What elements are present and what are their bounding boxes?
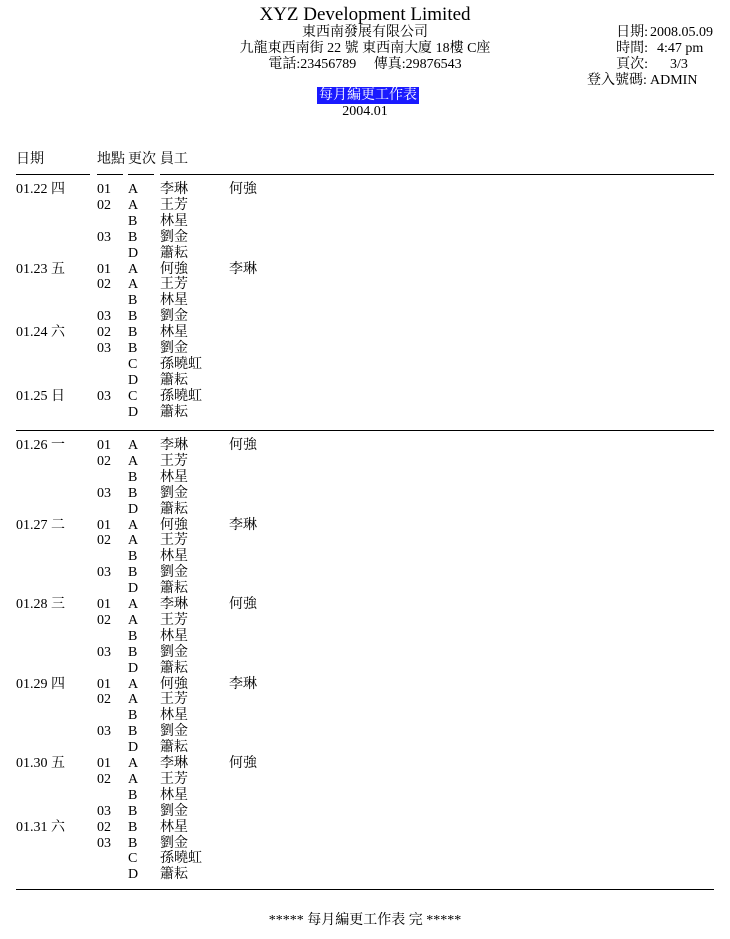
table-row	[0, 373, 730, 389]
row-date: 01.31 六	[16, 819, 65, 835]
row-staff-primary: 孫曉虹	[160, 388, 202, 404]
row-staff-primary: 林星	[160, 325, 188, 341]
row-staff-primary: 林星	[160, 708, 188, 724]
row-location: 01	[97, 261, 111, 277]
company-address: 九龍東西南街 22 號 東西南大廈 18樓 C座	[239, 41, 491, 56]
table-row	[0, 309, 730, 325]
row-shift: D	[128, 660, 139, 676]
row-location: 02	[97, 771, 111, 787]
row-staff-primary: 孫曉虹	[160, 356, 202, 372]
table-row	[0, 867, 730, 883]
row-staff-primary: 林星	[160, 213, 188, 229]
table-row	[0, 438, 730, 454]
row-staff-primary: 孫曉虹	[160, 851, 202, 867]
table-row	[0, 357, 730, 373]
row-shift: C	[128, 851, 138, 867]
row-staff-primary: 林星	[160, 469, 188, 485]
table-row	[0, 486, 730, 502]
row-location: 03	[97, 724, 111, 740]
row-shift: B	[128, 485, 138, 501]
row-shift: A	[128, 692, 139, 708]
row-location: 02	[97, 453, 111, 469]
table-row	[0, 613, 730, 629]
row-date: 01.28 三	[16, 597, 65, 612]
row-location: 02	[97, 612, 111, 628]
row-shift: A	[128, 533, 139, 549]
table-row	[0, 454, 730, 470]
row-location: 01	[97, 676, 111, 692]
row-shift: B	[128, 819, 138, 835]
row-staff-secondary: 李琳	[229, 517, 257, 533]
row-date: 01.23 五	[16, 261, 65, 277]
table-row	[0, 645, 730, 661]
row-staff-primary: 王芳	[160, 453, 188, 469]
row-location: 01	[97, 182, 111, 197]
table-row	[0, 182, 730, 198]
table-row	[0, 293, 730, 309]
row-location: 03	[97, 835, 111, 851]
row-staff-secondary: 李琳	[229, 261, 257, 277]
row-staff-primary: 李琳	[160, 756, 188, 771]
row-location: 02	[97, 325, 111, 341]
row-location: 01	[97, 438, 111, 453]
row-date: 01.26 一	[16, 438, 65, 453]
row-staff-primary: 劉金	[160, 803, 188, 819]
row-shift: B	[128, 565, 138, 581]
table-row	[0, 214, 730, 230]
row-shift: A	[128, 438, 139, 453]
row-shift: D	[128, 372, 139, 388]
row-location: 03	[97, 388, 111, 404]
row-shift: D	[128, 581, 139, 597]
row-date: 01.24 六	[16, 325, 65, 341]
row-shift: D	[128, 501, 139, 517]
row-shift: B	[128, 835, 138, 851]
row-location: 01	[97, 756, 111, 771]
row-shift: B	[128, 309, 138, 325]
column-header-location: 地點	[97, 152, 125, 167]
row-location: 02	[97, 277, 111, 293]
report-title: 每月編更工作表	[319, 88, 417, 103]
report-footer: ***** 每月編更工作表 完 *****	[268, 913, 462, 928]
table-row	[0, 230, 730, 246]
row-location: 02	[97, 692, 111, 708]
row-staff-primary: 簫耘	[160, 404, 188, 420]
row-staff-primary: 何強	[160, 517, 188, 533]
table-row	[0, 677, 730, 693]
column-header-date: 日期	[16, 152, 44, 167]
row-shift: A	[128, 597, 139, 612]
row-staff-primary: 王芳	[160, 692, 188, 708]
table-row	[0, 724, 730, 740]
row-staff-primary: 簫耘	[160, 660, 188, 676]
row-staff-primary: 李琳	[160, 438, 188, 453]
table-row	[0, 565, 730, 581]
table-row	[0, 581, 730, 597]
page-value: 3/3	[670, 57, 688, 72]
row-shift: B	[128, 724, 138, 740]
row-staff-primary: 王芳	[160, 533, 188, 549]
table-row	[0, 788, 730, 804]
table-row	[0, 262, 730, 278]
date-label: 日期:	[616, 25, 648, 40]
row-shift: D	[128, 740, 139, 756]
table-row	[0, 772, 730, 788]
table-row	[0, 470, 730, 486]
row-staff-primary: 何強	[160, 261, 188, 277]
row-staff-primary: 李琳	[160, 182, 188, 197]
row-shift: A	[128, 453, 139, 469]
row-shift: C	[128, 388, 138, 404]
table-row	[0, 405, 730, 421]
row-staff-primary: 李琳	[160, 597, 188, 612]
row-shift: D	[128, 404, 139, 420]
row-staff-primary: 簫耘	[160, 867, 188, 883]
row-staff-primary: 劉金	[160, 565, 188, 581]
table-row	[0, 246, 730, 262]
row-shift: B	[128, 469, 138, 485]
row-shift: B	[128, 708, 138, 724]
row-location: 02	[97, 819, 111, 835]
row-staff-secondary: 何強	[229, 756, 257, 771]
row-staff-primary: 簫耘	[160, 740, 188, 756]
row-staff-primary: 簫耘	[160, 581, 188, 597]
table-row	[0, 518, 730, 534]
row-staff-primary: 林星	[160, 787, 188, 803]
row-shift: B	[128, 325, 138, 341]
row-shift: B	[128, 293, 138, 309]
row-shift: B	[128, 628, 138, 644]
row-shift: A	[128, 277, 139, 293]
report-period: 2004.01	[342, 104, 388, 119]
row-shift: B	[128, 803, 138, 819]
table-row	[0, 533, 730, 549]
row-shift: A	[128, 756, 139, 771]
row-staff-primary: 劉金	[160, 309, 188, 325]
row-location: 02	[97, 533, 111, 549]
row-location: 03	[97, 565, 111, 581]
row-staff-primary: 簫耘	[160, 501, 188, 517]
login-label: 登入號碼:	[587, 73, 647, 88]
date-value: 2008.05.09	[650, 25, 713, 40]
table-row	[0, 277, 730, 293]
table-row	[0, 740, 730, 756]
row-staff-primary: 劉金	[160, 341, 188, 356]
row-shift: B	[128, 229, 138, 245]
header-rule-location	[97, 174, 123, 175]
row-staff-primary: 王芳	[160, 277, 188, 293]
row-staff-primary: 劉金	[160, 835, 188, 851]
row-location: 03	[97, 309, 111, 325]
row-staff-secondary: 何強	[229, 438, 257, 453]
row-location: 03	[97, 644, 111, 660]
row-date: 01.29 四	[16, 676, 65, 692]
table-row	[0, 502, 730, 518]
row-staff-secondary: 何強	[229, 182, 257, 197]
table-row	[0, 389, 730, 405]
table-row	[0, 629, 730, 645]
company-contact: 電話:23456789 傳真:29876543	[268, 57, 462, 72]
table-row	[0, 661, 730, 677]
row-shift: B	[128, 549, 138, 565]
row-shift: A	[128, 517, 139, 533]
table-row	[0, 692, 730, 708]
table-row	[0, 341, 730, 357]
table-row	[0, 708, 730, 724]
header-rule-staff	[160, 174, 714, 175]
row-staff-primary: 林星	[160, 819, 188, 835]
row-shift: A	[128, 261, 139, 277]
row-staff-primary: 王芳	[160, 197, 188, 213]
row-staff-primary: 王芳	[160, 771, 188, 787]
row-date: 01.30 五	[16, 756, 65, 771]
column-header-staff: 員工	[160, 152, 188, 167]
row-staff-secondary: 何強	[229, 597, 257, 612]
row-staff-primary: 林星	[160, 293, 188, 309]
table-row	[0, 836, 730, 852]
row-location: 03	[97, 485, 111, 501]
row-date: 01.25 日	[16, 388, 65, 404]
row-location: 02	[97, 197, 111, 213]
row-staff-primary: 簫耘	[160, 245, 188, 261]
table-row	[0, 597, 730, 613]
header-rule-date	[16, 174, 90, 175]
row-staff-primary: 林星	[160, 628, 188, 644]
bottom-rule	[16, 889, 714, 890]
row-date: 01.27 二	[16, 517, 65, 533]
row-staff-secondary: 李琳	[229, 676, 257, 692]
row-staff-primary: 簫耘	[160, 372, 188, 388]
row-shift: A	[128, 182, 139, 197]
time-label: 時間:	[616, 41, 648, 56]
time-value: 4:47 pm	[657, 41, 704, 56]
row-shift: D	[128, 867, 139, 883]
row-staff-primary: 劉金	[160, 724, 188, 740]
row-staff-primary: 劉金	[160, 229, 188, 245]
table-row	[0, 851, 730, 867]
row-shift: B	[128, 644, 138, 660]
table-row	[0, 820, 730, 836]
row-location: 03	[97, 229, 111, 245]
row-location: 03	[97, 341, 111, 356]
row-staff-primary: 林星	[160, 549, 188, 565]
row-shift: B	[128, 213, 138, 229]
row-staff-primary: 劉金	[160, 485, 188, 501]
login-value: ADMIN	[650, 73, 698, 88]
page-label: 頁次:	[616, 57, 648, 72]
company-name-chinese: 東西南發展有限公司	[302, 25, 428, 40]
column-header-shift: 更次	[128, 152, 156, 167]
table-row	[0, 549, 730, 565]
row-staff-primary: 王芳	[160, 612, 188, 628]
row-shift: A	[128, 676, 139, 692]
row-location: 01	[97, 517, 111, 533]
row-shift: A	[128, 612, 139, 628]
row-location: 03	[97, 803, 111, 819]
row-shift: A	[128, 197, 139, 213]
row-shift: B	[128, 341, 138, 356]
table-row	[0, 198, 730, 214]
row-location: 01	[97, 597, 111, 612]
row-shift: B	[128, 787, 138, 803]
row-shift: D	[128, 245, 139, 261]
header-rule-shift	[128, 174, 154, 175]
week-separator-rule	[16, 430, 714, 431]
company-name: XYZ Development Limited	[259, 4, 471, 25]
row-shift: A	[128, 771, 139, 787]
row-staff-primary: 何強	[160, 676, 188, 692]
row-staff-primary: 劉金	[160, 644, 188, 660]
table-row	[0, 325, 730, 341]
table-row	[0, 804, 730, 820]
table-row	[0, 756, 730, 772]
row-date: 01.22 四	[16, 182, 65, 197]
row-shift: C	[128, 356, 138, 372]
